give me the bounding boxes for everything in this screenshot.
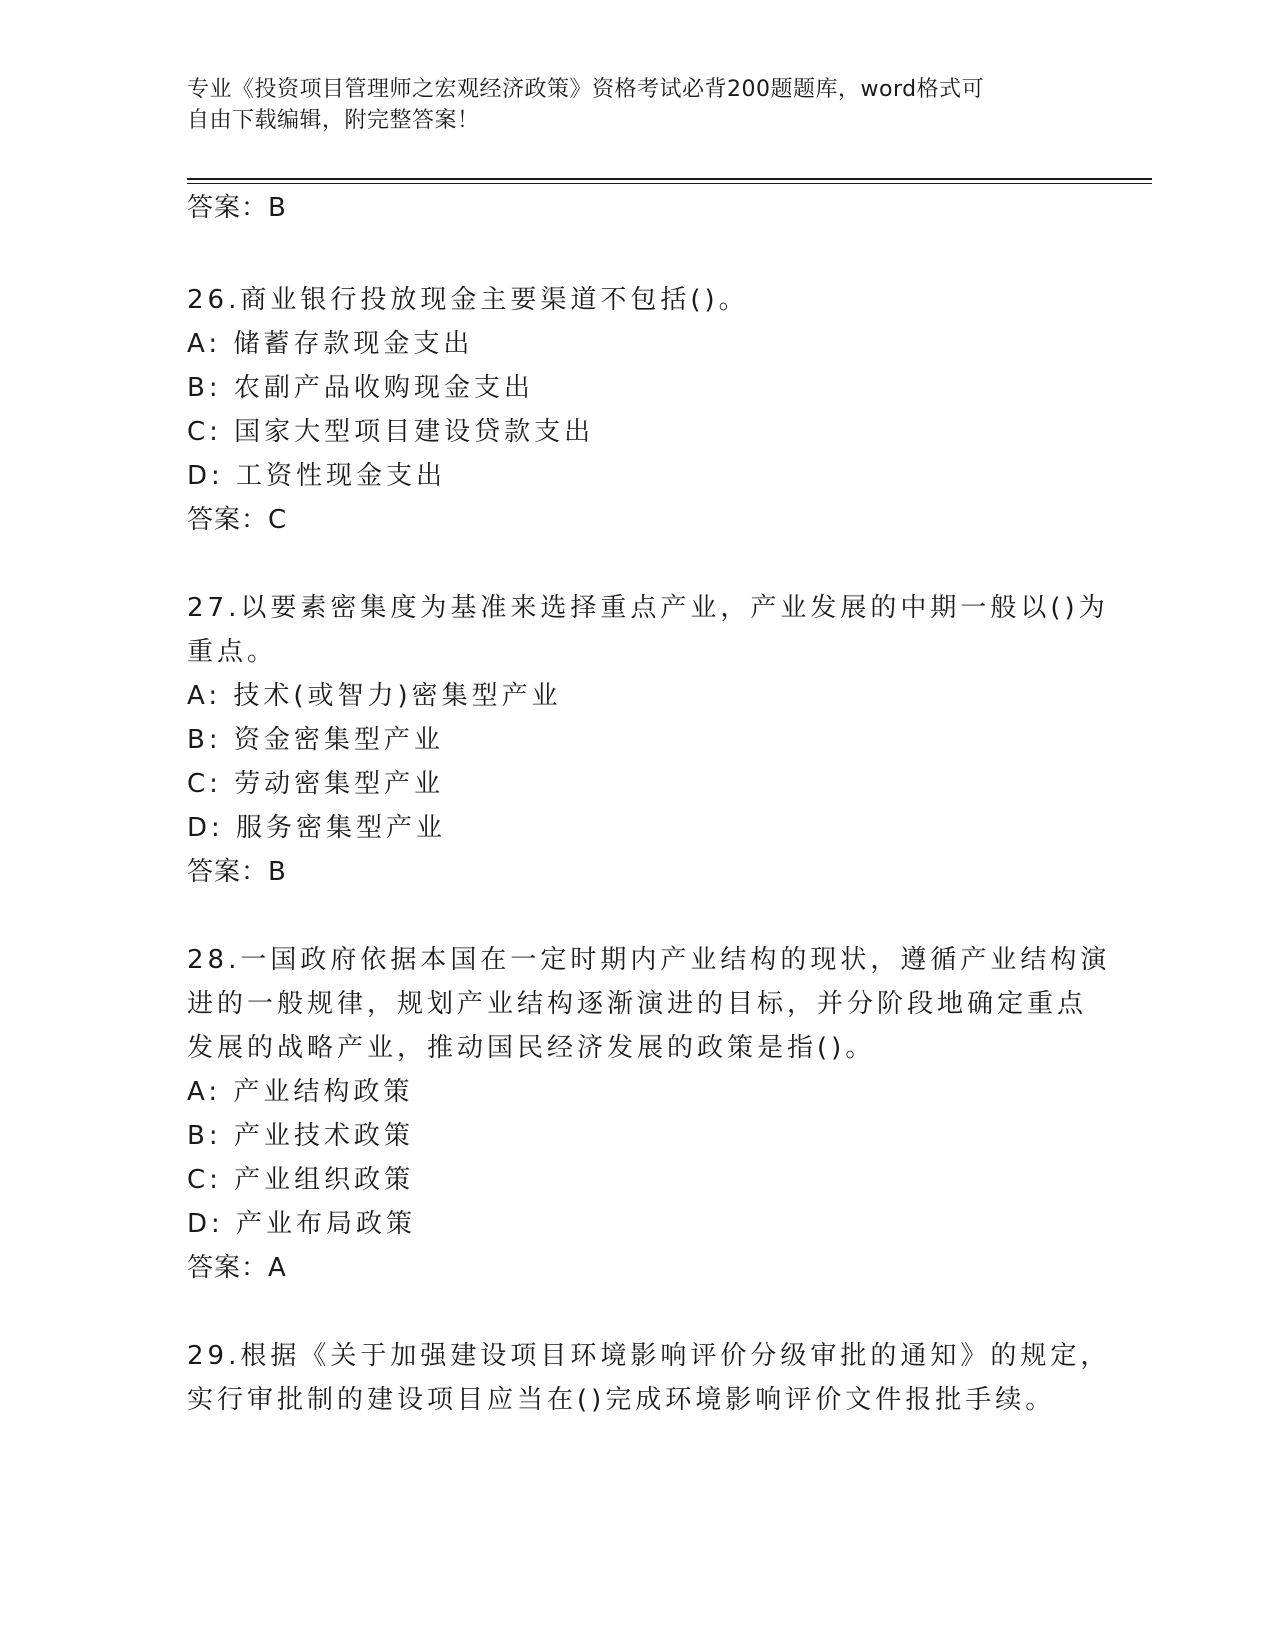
answer-line: 答案：B [187, 193, 287, 223]
question-26-option-a: A: 储蓄存款现金支出 [187, 329, 474, 359]
question-27-stem-line-1: 27.以要素密集度为基准来选择重点产业，产业发展的中期一般以()为 [187, 593, 1109, 623]
question-26-answer: 答案：C [187, 505, 288, 535]
document-header [187, 74, 1067, 136]
question-27-option-b: B: 资金密集型产业 [187, 725, 444, 755]
question-26-option-b: B: 农副产品收购现金支出 [187, 373, 534, 403]
document-page [187, 0, 1152, 1650]
question-27-stem-line-2: 重点。 [187, 637, 278, 667]
question-28-option-d: D: 产业布局政策 [187, 1209, 417, 1239]
question-26-stem-line-1: 26.商业银行投放现金主要渠道不包括()。 [187, 285, 749, 315]
header-line-2: 自由下载编辑，附完整答案！ [187, 108, 480, 133]
question-29-stem-line-2: 实行审批制的建设项目应当在()完成环境影响评价文件报批手续。 [187, 1385, 1056, 1415]
question-29-stem-line-1: 29.根据《关于加强建设项目环境影响评价分级审批的通知》的规定， [187, 1341, 1111, 1371]
question-26-option-d: D: 工资性现金支出 [187, 461, 447, 491]
question-28-option-a: A: 产业结构政策 [187, 1077, 414, 1107]
header-divider-thin [187, 183, 1152, 184]
question-28-stem-line-2: 进的一般规律，规划产业结构逐渐演进的目标，并分阶段地确定重点 [187, 989, 1088, 1019]
question-27-option-a: A: 技术(或智力)密集型产业 [187, 681, 562, 711]
question-28-answer: 答案：A [187, 1253, 287, 1283]
question-28-stem-line-1: 28.一国政府依据本国在一定时期内产业结构的现状，遵循产业结构演 [187, 945, 1111, 975]
question-27-option-d: D: 服务密集型产业 [187, 813, 447, 843]
question-28-option-c: C: 产业组织政策 [187, 1165, 415, 1195]
header-line-1: 专业《投资项目管理师之宏观经济政策》资格考试必背200题题库，word格式可 [187, 77, 985, 102]
question-27-option-c: C: 劳动密集型产业 [187, 769, 445, 799]
question-26-option-c: C: 国家大型项目建设贷款支出 [187, 417, 595, 447]
question-28-option-b: B: 产业技术政策 [187, 1121, 414, 1151]
question-28-stem-line-3: 发展的战略产业，推动国民经济发展的政策是指()。 [187, 1033, 876, 1063]
header-divider-thick [187, 178, 1152, 180]
question-27-answer: 答案：B [187, 857, 287, 887]
